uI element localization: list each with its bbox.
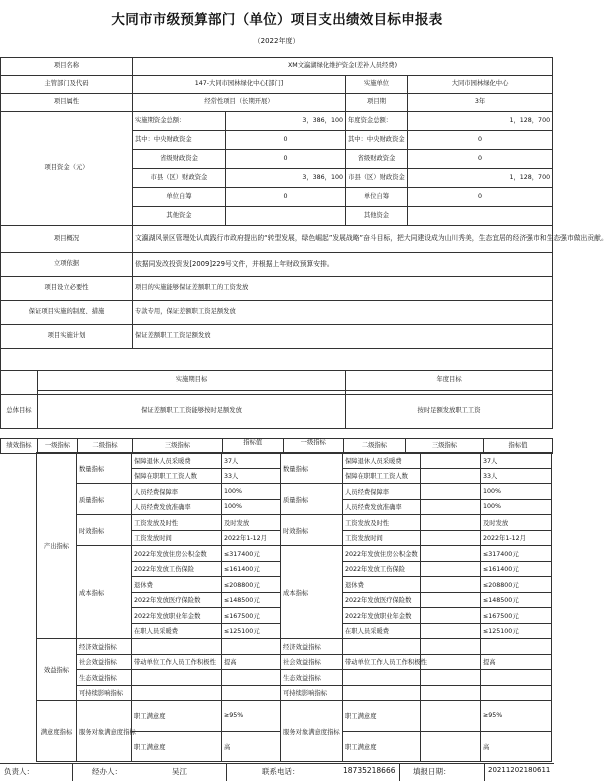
overview-value: 文瀛湖风景区管理处认真践行市政府提出的“转型发展，绿色崛起”发展战略”奋斗目标，把大同建设成为山川秀美，生态宜居的经济强市和生态强市做出贡献。 [133, 225, 553, 252]
eco-label-right: 生态效益指标 [280, 669, 343, 686]
sat1-name: 职工满意度 [131, 700, 222, 732]
year-other-label: 其他资金 [346, 206, 408, 225]
econ-label-right: 经济效益指标 [280, 638, 343, 655]
indicator-placeholder [420, 530, 481, 547]
indicator-name-right: 保障退休人员采暖费 [342, 452, 421, 469]
indicator-name-right: 工资发放时间 [342, 530, 421, 547]
responsible-label: 负责人： [4, 767, 34, 776]
social-value-right: 提高 [480, 654, 552, 671]
cost-label: 成本指标 [76, 545, 132, 639]
indicator-placeholder [420, 499, 481, 516]
benefit-empty [480, 669, 552, 686]
indicator-value-right: 100% [480, 499, 552, 516]
impl-unit-label: 实施单位 [346, 75, 408, 93]
plan-value: 保证差额职工工资足额发放 [133, 324, 553, 348]
indicator-placeholder [420, 561, 481, 578]
indicator-value: 2022年1-12月 [221, 530, 281, 547]
time-label-right: 时效指标 [280, 514, 343, 546]
indicator-value-right: 2022年1-12月 [480, 530, 552, 547]
fund-label: 项目资金（元） [1, 111, 133, 225]
benefit-empty [420, 731, 481, 763]
prov-value: 0 [226, 149, 346, 168]
year-city-value: 1，128，700 [408, 168, 553, 187]
indicator-name: 2022年发放职业年金数 [131, 607, 222, 624]
impl-target-label: 实施期目标 [38, 370, 346, 390]
central-label: 其中：中央财政资金 [133, 130, 226, 149]
benefit-empty [131, 638, 222, 655]
output-label: 产出指标 [36, 452, 77, 639]
impl-target-value: 保证差额职工工资能够按时足额发放 [38, 394, 346, 428]
benefit-empty [420, 685, 481, 702]
period-value: 3年 [408, 93, 553, 111]
indicator-name-right: 工资发放及时性 [342, 514, 421, 531]
indicator-name: 在职人员采暖费 [131, 623, 222, 640]
social-value: 提高 [221, 654, 281, 671]
eco-label: 生态效益指标 [76, 669, 132, 686]
indicator-name-right: 2022年发放职业年金数 [342, 607, 421, 624]
sustain-label: 可持续影响指标 [76, 685, 132, 702]
indicator-name-right: 保障在职职工工资人数 [342, 468, 421, 485]
indicator-value-right: ≤125100元 [480, 623, 552, 640]
econ-label: 经济效益指标 [76, 638, 132, 655]
benefit-empty [131, 669, 222, 686]
benefit-empty [420, 638, 481, 655]
year-central-label: 其中：中央财政资金 [346, 130, 408, 149]
guarantee-value: 专款专用，保证差额职工资足额发放 [133, 300, 553, 324]
social-name: 带动单位工作人员工作积极性 [131, 654, 222, 671]
benefit-empty [221, 685, 281, 702]
indicator-name: 保障退休人员采暖费 [131, 452, 222, 469]
indicator-placeholder [420, 623, 481, 640]
indicator-placeholder [420, 514, 481, 531]
h1-left: 一级指标 [38, 439, 78, 454]
year-prov-label: 省级财政资金 [346, 149, 408, 168]
social-label: 社会效益指标 [76, 654, 132, 671]
project-name-label: 项目名称 [1, 57, 133, 75]
self-label: 单位自筹 [133, 187, 226, 206]
city-value: 3，386，100 [226, 168, 346, 187]
indicator-name-right: 在职人员采暖费 [342, 623, 421, 640]
benefit-empty [221, 638, 281, 655]
indicator-placeholder [420, 468, 481, 485]
qty-label: 数量指标 [76, 452, 132, 484]
indicator-name: 2022年发放工伤保险 [131, 561, 222, 578]
indicator-value-right: 37人 [480, 452, 552, 469]
service-label: 服务对象满意度指标 [76, 700, 132, 762]
total-value: 3，386，100 [226, 111, 346, 130]
social-label-right: 社会效益指标 [280, 654, 343, 671]
indicator-name-right: 退休费 [342, 576, 421, 593]
necessity-value: 项目的实施能够保证差额职工的工资发放 [133, 276, 553, 300]
phone-label: 联系电话： [262, 767, 300, 776]
period-label: 项目期 [346, 93, 408, 111]
indicator-name: 工资发放时间 [131, 530, 222, 547]
prov-label: 省级财政资金 [133, 149, 226, 168]
benefit-empty [480, 638, 552, 655]
indicator-value: ≤208800元 [221, 576, 281, 593]
h1-right: 一级指标 [300, 439, 326, 446]
indicator-placeholder [420, 545, 481, 562]
project-name-value: XM文瀛湖绿化维护资金(差补人员经费) [133, 57, 553, 75]
h2-right: 二级指标 [344, 439, 406, 454]
service-label-right: 服务对象满意度指标 [280, 700, 343, 762]
year-central-value: 0 [408, 130, 553, 149]
satisfaction-label: 满意度指标 [36, 700, 77, 762]
qty-label-right: 数量指标 [280, 452, 343, 484]
year-total-label: 年度资金总额： [346, 111, 408, 130]
indicator-name: 退休费 [131, 576, 222, 593]
quality-label: 质量指标 [76, 483, 132, 515]
sat1-name-right: 职工满意度 [342, 700, 421, 732]
indicator-name: 保障在职职工工资人数 [131, 468, 222, 485]
annual-target-label: 年度目标 [346, 370, 553, 390]
handler-label: 经办人： [92, 767, 122, 776]
indicator-placeholder [420, 483, 481, 500]
indicator-value-right: ≤167500元 [480, 607, 552, 624]
dept-value: 147-大同市园林绿化中心[部门] [133, 75, 346, 93]
sat1-value-right: ≥95% [480, 700, 552, 732]
time-label: 时效指标 [76, 514, 132, 546]
indicator-value-right: ≤161400元 [480, 561, 552, 578]
attr-value: 经常性项目（长期开展） [133, 93, 346, 111]
perf-label: 绩效指标 [1, 439, 38, 454]
footer [0, 763, 554, 781]
indicator-value: ≤161400元 [221, 561, 281, 578]
h4-right: 指标值 [484, 439, 553, 454]
indicator-value: 及时发放 [221, 514, 281, 531]
quality-label-right: 质量指标 [280, 483, 343, 515]
total-label: 实施期资金总额： [133, 111, 226, 130]
indicator-value-right: 及时发放 [480, 514, 552, 531]
year-total-value: 1，128，700 [408, 111, 553, 130]
indicator-value: ≤148500元 [221, 592, 281, 609]
handler-value: 吴江 [172, 767, 187, 776]
indicator-value-right: 33人 [480, 468, 552, 485]
sat2-value-right: 高 [480, 731, 552, 763]
indicator-name-right: 2022年发放医疗保险数 [342, 592, 421, 609]
sat2-value: 高 [221, 731, 281, 763]
attr-label: 项目属性 [1, 93, 133, 111]
benefit-empty [420, 669, 481, 686]
year-prov-value: 0 [408, 149, 553, 168]
sustain-label-right: 可持续影响指标 [280, 685, 343, 702]
indicator-name: 2022年发放医疗保险数 [131, 592, 222, 609]
indicator-value: ≤125100元 [221, 623, 281, 640]
year-self-label: 单位自筹 [346, 187, 408, 206]
self-value: 0 [226, 187, 346, 206]
h2-left: 二级指标 [78, 439, 133, 454]
indicator-placeholder [420, 452, 481, 469]
indicator-value: ≤317400元 [221, 545, 281, 562]
overview-label: 项目概况 [1, 225, 133, 252]
indicator-name: 2022年发放住房公积金数 [131, 545, 222, 562]
date-label: 填报日期： [413, 767, 451, 776]
benefit-empty [342, 685, 421, 702]
guarantee-label: 保证项目实施的制度、措施 [1, 300, 133, 324]
benefit-empty [480, 685, 552, 702]
indicator-value-right: ≤317400元 [480, 545, 552, 562]
indicator-value: 100% [221, 483, 281, 500]
city-label: 市县（区）财政资金 [133, 168, 226, 187]
indicator-placeholder [420, 576, 481, 593]
cost-label-right: 成本指标 [280, 545, 343, 639]
basis-label: 立项依据 [1, 252, 133, 276]
indicator-grid [37, 453, 552, 762]
year-city-label: 市县（区）财政资金 [346, 168, 408, 187]
h3-right: 三级指标 [406, 439, 484, 454]
indicator-name-right: 人员经费发放准确率 [342, 499, 421, 516]
indicator-name-right: 人员经费保障率 [342, 483, 421, 500]
benefit-empty [342, 669, 421, 686]
indicator-value: 33人 [221, 468, 281, 485]
indicator-name: 人员经费保障率 [131, 483, 222, 500]
social-name-right: 带动单位工作人员工作积极性 [342, 654, 421, 671]
sat1-value: ≥95% [221, 700, 281, 732]
indicator-placeholder [420, 607, 481, 624]
indicator-name-right: 2022年发放住房公积金数 [342, 545, 421, 562]
date-value: 20211202180611 [488, 766, 551, 774]
indicator-value-right: ≤148500元 [480, 592, 552, 609]
sat2-name: 职工满意度 [131, 731, 222, 763]
plan-label: 项目实施计划 [1, 324, 133, 348]
benefit-empty [131, 685, 222, 702]
indicator-name: 人员经费发放准确率 [131, 499, 222, 516]
benefit-empty [420, 654, 481, 671]
indicator-value: 37人 [221, 452, 281, 469]
sat2-name-right: 职工满意度 [342, 731, 421, 763]
h3-left: 三级指标 [133, 439, 223, 454]
benefit-empty [342, 638, 421, 655]
indicator-placeholder [420, 592, 481, 609]
indicator-name-right: 2022年发放工伤保险 [342, 561, 421, 578]
other-label: 其他资金 [133, 206, 226, 225]
benefit-label: 效益指标 [36, 638, 77, 701]
basis-value: 依据同发改投资发[2009]229号文件，并根据上年财政预算安排。 [133, 252, 553, 276]
indicator-value-right: 100% [480, 483, 552, 500]
page-title: 大同市市级预算部门（单位）项目支出绩效目标申报表 [111, 12, 443, 28]
h4-left: 指标值 [223, 439, 284, 453]
annual-target-value: 按时足额发放职工工资 [346, 394, 553, 428]
necessity-label: 项目设立必要性 [1, 276, 133, 300]
indicator-value-right: ≤208800元 [480, 576, 552, 593]
central-value: 0 [226, 130, 346, 149]
indicator-value: 100% [221, 499, 281, 516]
indicator-value: ≤167500元 [221, 607, 281, 624]
phone-value: 18735218666 [343, 766, 396, 775]
indicator-name: 工资发放及时性 [131, 514, 222, 531]
overall-target-label: 总体目标 [1, 394, 38, 428]
benefit-empty [420, 700, 481, 732]
year-self-value: 0 [408, 187, 553, 206]
impl-unit-value: 大同市园林绿化中心 [408, 75, 553, 93]
dept-label: 主管部门及代码 [1, 75, 133, 93]
year-label: （2022年度） [253, 36, 300, 45]
form-table [0, 33, 608, 429]
benefit-empty [221, 669, 281, 686]
